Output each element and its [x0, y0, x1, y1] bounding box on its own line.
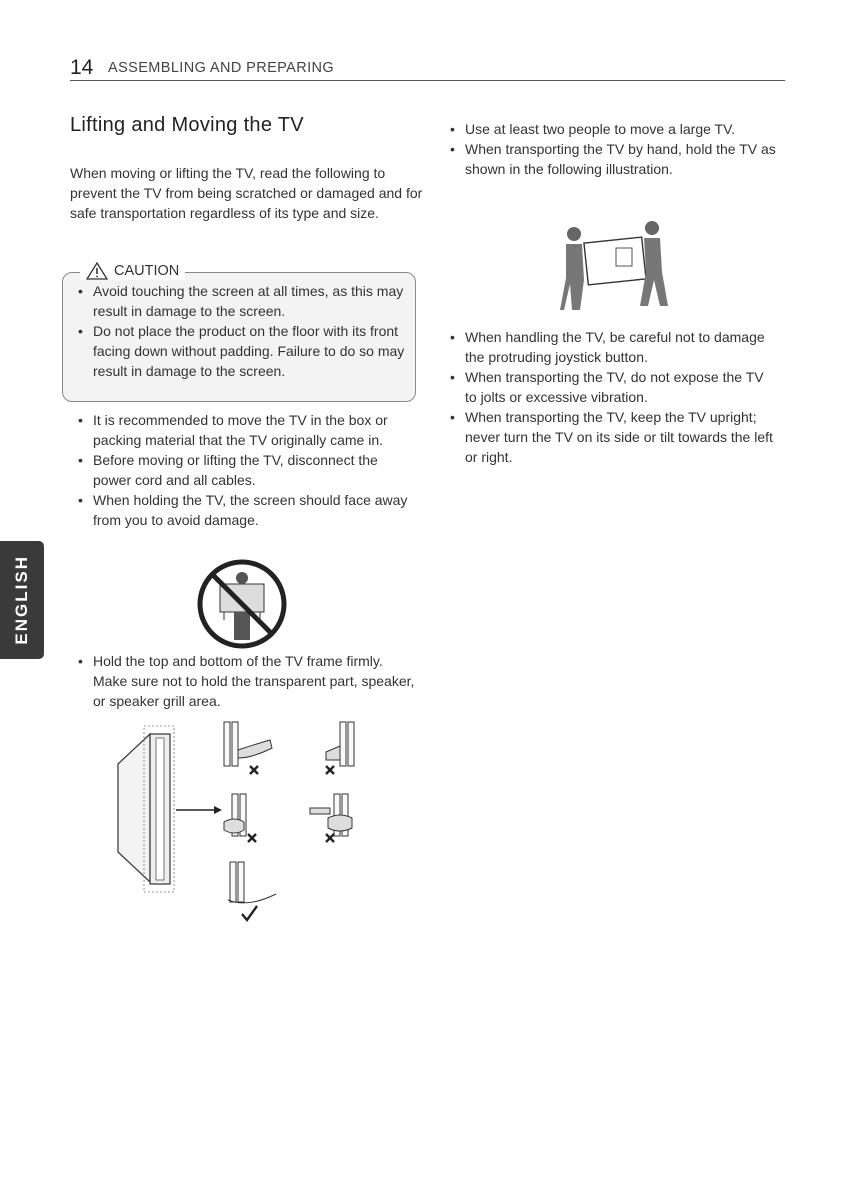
caution-item: • Do not place the product on the floor with its front facing down without padding. Failure to do so may result in damage to the screen. — [74, 321, 409, 381]
list-item: • It is recommended to move the TV in the box or packing material that the TV originally came in. — [74, 410, 419, 450]
left-bullet-list-2 — [74, 651, 419, 711]
page-title: Lifting and Moving the TV — [70, 114, 304, 136]
warning-icon — [86, 262, 108, 280]
language-tab — [0, 541, 44, 659]
list-item: • When holding the TV, the screen should face away from you to avoid damage. — [74, 490, 419, 530]
list-item: • When handling the TV, be careful not to damage the protruding joystick button. — [446, 327, 776, 367]
tv-grip-illustration — [110, 712, 380, 924]
list-item: • Before moving or lifting the TV, disconnect the power cord and all cables. — [74, 450, 419, 490]
caution-item: • Avoid touching the screen at all times, as this may result in damage to the screen. — [74, 281, 409, 321]
list-item: • When transporting the TV, do not expose the TV to jolts or excessive vibration. — [446, 367, 776, 407]
list-item: • Hold the top and bottom of the TV frame firmly. Make sure not to hold the transparent part, speaker, or speaker grill area. — [74, 651, 419, 711]
list-item: • When transporting the TV, keep the TV upright; never turn the TV on its side or tilt towards the left or right. — [446, 407, 776, 467]
intro-paragraph: When moving or lifting the TV, read the following to prevent the TV from being scratched or damaged and for safe transportation regardless of its type and size. — [70, 165, 423, 221]
no-screen-facing-illustration — [196, 558, 288, 650]
caution-heading — [80, 262, 185, 280]
page-number: 14 — [70, 56, 94, 79]
caution-label: CAUTION — [114, 263, 180, 279]
left-bullet-list-1 — [74, 410, 419, 530]
right-bullet-list-1 — [446, 119, 776, 179]
list-item: • When transporting the TV by hand, hold the TV as shown in the following illustration. — [446, 139, 776, 179]
caution-list — [74, 281, 409, 381]
section-title: ASSEMBLING AND PREPARING — [108, 60, 335, 76]
page-header — [70, 56, 785, 81]
list-item: • Use at least two people to move a large TV. — [446, 119, 776, 139]
two-people-carrying-illustration — [560, 220, 670, 312]
language-tab-label: ENGLISH — [12, 555, 31, 645]
right-bullet-list-2 — [446, 327, 776, 467]
caution-box — [62, 262, 418, 402]
